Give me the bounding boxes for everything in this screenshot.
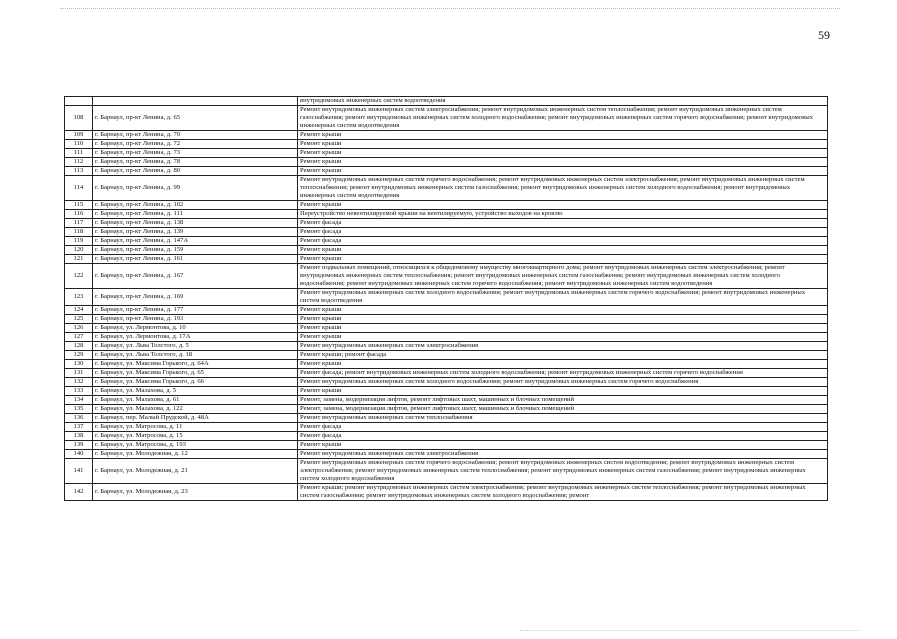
table-row [65,176,828,201]
row-address: г. Барнаул, ул. Матросова, д. 193 [93,441,298,450]
row-address: г. Барнаул, пр-кт Ленина, д. 177 [93,306,298,315]
row-number: 137 [65,423,93,432]
table-row [65,342,828,351]
row-number: 135 [65,405,93,414]
table-row [65,255,828,264]
table-row [65,369,828,378]
row-number: 136 [65,414,93,423]
row-number: 121 [65,255,93,264]
row-work-type: Ремонт крыши [298,131,828,140]
row-address: г. Барнаул, ул. Максима Горького, д. 65 [93,369,298,378]
row-address: г. Барнаул, ул. Лермонтова, д. 10 [93,324,298,333]
row-work-type: Ремонт крыши [298,306,828,315]
row-number: 124 [65,306,93,315]
row-work-type: Ремонт крыши [298,333,828,342]
row-number [65,97,93,106]
row-work-type: Переустройство невентилируемой крыши на вентилируемую, устройство выходов на кровлю [298,210,828,219]
table-row [65,387,828,396]
table-row [65,167,828,176]
row-number: 131 [65,369,93,378]
row-work-type: Ремонт фасада; ремонт внутридомовых инженерных систем холодного водоснабжения; ремонт внутридомовых инженерных систем горячего водоснабжения [298,369,828,378]
row-number: 125 [65,315,93,324]
row-address: г. Барнаул, ул. Малахова, д. 5 [93,387,298,396]
table-row [65,414,828,423]
table-row [65,441,828,450]
row-address: г. Барнаул, ул. Льва Толстого, д. 18 [93,351,298,360]
table-row [65,324,828,333]
row-number: 129 [65,351,93,360]
row-address: г. Барнаул, пр-кт Ленина, д. 70 [93,131,298,140]
table-row [65,158,828,167]
row-address: г. Барнаул, пр-кт Ленина, д. 80 [93,167,298,176]
row-work-type: Ремонт внутридомовых инженерных систем электроснабжения; ремонт внутридомовых инженерных систем теплоснабжения; ремонт внутридомовых инженерных систем газоснабжения; ремонт внутридомовых инженерных систем холодного водоснабжения; ремонт внутридомовых инженерных систем горячего водоснабжения; ремонт внутридомовых инженерных систем водоотведения [298,106,828,131]
row-work-type: Ремонт фасада [298,432,828,441]
row-address [93,97,298,106]
row-work-type: Ремонт крыши [298,360,828,369]
row-work-type: Ремонт крыши [298,149,828,158]
row-number: 138 [65,432,93,441]
table-row [65,106,828,131]
row-work-type: Ремонт крыши [298,158,828,167]
row-address: г. Барнаул, ул. Малахова, д. 122 [93,405,298,414]
row-address: г. Барнаул, ул. Молодежная, д. 21 [93,459,298,484]
table-row [65,360,828,369]
row-number: 108 [65,106,93,131]
table-row [65,201,828,210]
row-address: г. Барнаул, пр-кт Ленина, д. 72 [93,140,298,149]
row-address: г. Барнаул, ул. Льва Толстого, д. 5 [93,342,298,351]
row-work-type: внутридомовых инженерных систем водоотведения [298,97,828,106]
row-number: 112 [65,158,93,167]
row-number: 110 [65,140,93,149]
table-row [65,289,828,306]
row-work-type: Ремонт подвальных помещений, относящихся к общедомовому имуществу многоквартирного дома; ремонт внутридомовых инженерных систем электроснабжения; ремонт внутридомовых инженерных систем теплоснабжения; ремонт внутридомовых инженерных систем газоснабжения; ремонт внутридомовых инженерных систем холодного водоснабжения; ремонт внутридомовых инженерных систем горячего водоснабжения; ремонт внутридомовых инженерных систем водоотведения [298,264,828,289]
table-row [65,432,828,441]
table-row [65,228,828,237]
row-number: 115 [65,201,93,210]
scan-bottom-edge [520,630,860,631]
table-row [65,264,828,289]
row-work-type: Ремонт крыши [298,140,828,149]
row-address: г. Барнаул, пр-кт Ленина, д. 159 [93,246,298,255]
row-address: г. Барнаул, ул. Молодежная, д. 23 [93,484,298,501]
row-work-type: Ремонт внутридомовых инженерных систем горячего водоснабжения; ремонт внутридомовых инженерных систем водоотведения; ремонт внутридомовых инженерных систем электроснабжения; ремонт внутридомовых инженерных систем теплоснабжения; ремонт внутридомовых инженерных систем газоснабжения; ремонт внутридомовых инженерных систем холодного водоснабжения [298,459,828,484]
row-address: г. Барнаул, ул. Лермонтова, д. 17А [93,333,298,342]
row-number: 133 [65,387,93,396]
row-work-type: Ремонт, замена, модернизация лифтов, ремонт лифтовых шахт, машинных и блочных помещений [298,405,828,414]
row-address: г. Барнаул, пр-кт Ленина, д. 102 [93,201,298,210]
repair-schedule-table [64,96,828,501]
row-address: г. Барнаул, ул. Максима Горького, д. 64А [93,360,298,369]
row-address: г. Барнаул, ул. Максима Горького, д. 66 [93,378,298,387]
table-row [65,315,828,324]
page-number: 59 [818,28,830,42]
row-address: г. Барнаул, пр-кт Ленина, д. 167 [93,264,298,289]
row-address: г. Барнаул, пр-кт Ленина, д. 99 [93,176,298,201]
row-number: 140 [65,450,93,459]
row-address: г. Барнаул, ул. Малахова, д. 61 [93,396,298,405]
row-number: 117 [65,219,93,228]
row-work-type: Ремонт внутридомовых инженерных систем холодного водоснабжения; ремонт внутридомовых инженерных систем горячего водоснабжения [298,378,828,387]
row-work-type: Ремонт крыши; ремонт фасада [298,351,828,360]
row-work-type: Ремонт внутридомовых инженерных систем электроснабжения [298,342,828,351]
row-work-type: Ремонт фасада [298,237,828,246]
row-address: г. Барнаул, пер. Малый Прудской, д. 48А [93,414,298,423]
table-row [65,405,828,414]
row-work-type: Ремонт крыши [298,167,828,176]
row-address: г. Барнаул, ул. Молодежная, д. 12 [93,450,298,459]
row-number: 141 [65,459,93,484]
table-row [65,459,828,484]
row-number: 139 [65,441,93,450]
row-address: г. Барнаул, пр-кт Ленина, д. 73 [93,149,298,158]
row-number: 134 [65,396,93,405]
row-number: 109 [65,131,93,140]
row-number: 130 [65,360,93,369]
table-row [65,131,828,140]
row-number: 132 [65,378,93,387]
row-work-type: Ремонт внутридомовых инженерных систем электроснабжения [298,450,828,459]
row-number: 119 [65,237,93,246]
table-row [65,396,828,405]
table-row [65,484,828,501]
row-work-type: Ремонт фасада [298,219,828,228]
table-row [65,246,828,255]
row-work-type: Ремонт крыши [298,324,828,333]
row-work-type: Ремонт фасада [298,228,828,237]
row-work-type: Ремонт крыши [298,201,828,210]
row-address: г. Барнаул, пр-кт Ленина, д. 139 [93,228,298,237]
row-number: 114 [65,176,93,201]
row-work-type: Ремонт крыши; ремонт внутридомовых инженерных систем электроснабжения; ремонт внутридомовых инженерных систем теплоснабжения; ремонт внутридомовых инженерных систем газоснабжения; ремонт внутридомовых инженерных систем холодного водоснабжения; ремонт [298,484,828,501]
row-work-type: Ремонт внутридомовых инженерных систем теплоснабжения [298,414,828,423]
row-number: 126 [65,324,93,333]
row-address: г. Барнаул, ул. Матросова, д. 11 [93,423,298,432]
table-row [65,423,828,432]
row-number: 118 [65,228,93,237]
scan-top-edge [60,8,840,9]
table-row [65,210,828,219]
table-row [65,237,828,246]
row-work-type: Ремонт крыши [298,255,828,264]
row-number: 111 [65,149,93,158]
row-work-type: Ремонт фасада [298,423,828,432]
table-row [65,219,828,228]
row-number: 123 [65,289,93,306]
row-address: г. Барнаул, пр-кт Ленина, д. 138 [93,219,298,228]
row-number: 113 [65,167,93,176]
row-address: г. Барнаул, пр-кт Ленина, д. 161 [93,255,298,264]
row-work-type: Ремонт внутридомовых инженерных систем горячего водоснабжения; ремонт внутридомовых инженерных систем электроснабжения; ремонт внутридомовых инженерных систем теплоснабжения; ремонт внутридомовых инженерных систем газоснабжения; ремонт внутридомовых инженерных систем холодного водоснабжения; ремонт внутридомовых инженерных систем водоотведения [298,176,828,201]
row-number: 142 [65,484,93,501]
row-work-type: Ремонт крыши [298,246,828,255]
row-address: г. Барнаул, пр-кт Ленина, д. 193 [93,315,298,324]
row-address: г. Барнаул, пр-кт Ленина, д. 111 [93,210,298,219]
table-row [65,351,828,360]
table-row [65,97,828,106]
table-row [65,149,828,158]
row-work-type: Ремонт крыши [298,315,828,324]
row-number: 128 [65,342,93,351]
row-number: 120 [65,246,93,255]
table-row [65,450,828,459]
table-row [65,333,828,342]
row-work-type: Ремонт крыши [298,441,828,450]
row-address: г. Барнаул, пр-кт Ленина, д. 147А [93,237,298,246]
row-address: г. Барнаул, ул. Матросова, д. 15 [93,432,298,441]
row-number: 127 [65,333,93,342]
row-work-type: Ремонт крыши [298,387,828,396]
row-address: г. Барнаул, пр-кт Ленина, д. 78 [93,158,298,167]
table-row [65,378,828,387]
table-row [65,306,828,315]
table-body [65,97,828,501]
row-work-type: Ремонт, замена, модернизация лифтов, ремонт лифтовых шахт, машинных и блочных помещений [298,396,828,405]
row-work-type: Ремонт внутридомовых инженерных систем холодного водоснабжения; ремонт внутридомовых инженерных систем горячего водоснабжения; ремонт внутридомовых инженерных систем водоотведения [298,289,828,306]
row-number: 116 [65,210,93,219]
row-address: г. Барнаул, пр-кт Ленина, д. 169 [93,289,298,306]
table-row [65,140,828,149]
row-number: 122 [65,264,93,289]
row-address: г. Барнаул, пр-кт Ленина, д. 65 [93,106,298,131]
